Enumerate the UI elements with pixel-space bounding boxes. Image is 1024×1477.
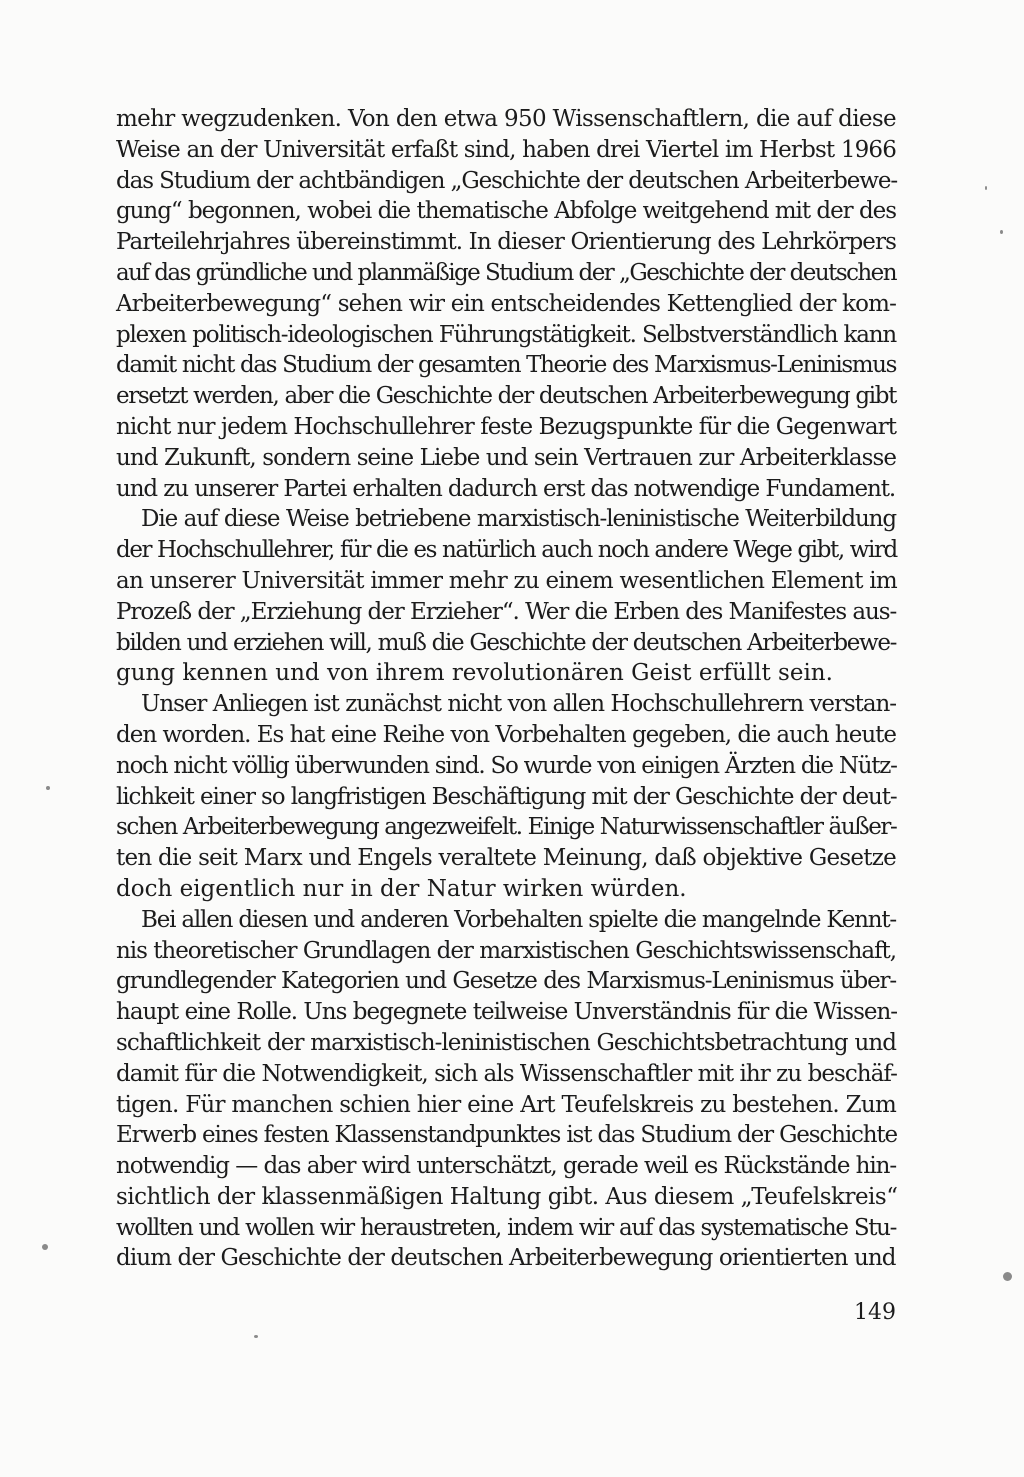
- text-line: tigen. Für manchen schien hier eine Art Teufelskreis zu bestehen. Zum: [116, 1091, 896, 1118]
- text-line: Weise an der Universität erfaßt sind, haben drei Viertel im Herbst 1966: [116, 136, 896, 163]
- text-line: noch nicht völlig überwunden sind. So wurde von einigen Ärzten die Nütz-: [116, 752, 897, 779]
- text-line: damit für die Notwendigkeit, sich als Wissenschaftler mit ihr zu beschäf-: [116, 1060, 897, 1087]
- page-number: 149: [854, 1300, 896, 1325]
- scan-speck: [42, 1244, 48, 1250]
- text-line: wollten und wollen wir heraustreten, indem wir auf das systematische Stu-: [116, 1214, 896, 1241]
- text-line: an unserer Universität immer mehr zu einem wesentlichen Element im: [116, 567, 897, 594]
- text-line: lichkeit einer so langfristigen Beschäftigung mit der Geschichte der deut-: [116, 783, 897, 810]
- text-line: schen Arbeiterbewegung angezweifelt. Einige Naturwissenschaftler äußer-: [116, 814, 897, 841]
- text-line: dium der Geschichte der deutschen Arbeiterbewegung orientierten und: [116, 1245, 896, 1272]
- scan-speck: [254, 1335, 258, 1338]
- text-line: nicht nur jedem Hochschullehrer feste Bezugspunkte für die Gegenwart: [116, 413, 896, 440]
- text-line: und Zukunft, sondern seine Liebe und sein Vertrauen zur Arbeiterklasse: [116, 444, 896, 471]
- scan-speck: [1000, 230, 1003, 234]
- text-line: und zu unserer Partei erhalten dadurch erst das notwendige Fundament.: [116, 475, 896, 502]
- text-line: Bei allen diesen und anderen Vorbehalten spielte die mangelnde Kennt-: [141, 906, 896, 933]
- scan-speck: [46, 786, 50, 790]
- text-line: das Studium der achtbändigen „Geschichte der deutschen Arbeiterbewe-: [116, 167, 898, 194]
- paragraph: [116, 905, 896, 1275]
- text-line: damit nicht das Studium der gesamten Theorie des Marxismus-Leninismus: [116, 352, 896, 379]
- text-line: sichtlich der klassenmäßigen Haltung gibt. Aus diesem „Teufelskreis“: [116, 1183, 898, 1210]
- text-line: Arbeiterbewegung“ sehen wir ein entscheidendes Kettenglied der kom-: [116, 290, 896, 317]
- paragraph: [116, 504, 896, 689]
- text-line: bilden und erziehen will, muß die Geschichte der deutschen Arbeiterbewe-: [116, 629, 896, 656]
- text-line: ten die seit Marx und Engels veraltete Meinung, daß objektive Gesetze: [116, 845, 896, 872]
- paragraph: [116, 689, 896, 905]
- text-line: notwendig — das aber wird unterschätzt, gerade weil es Rückstände hin-: [116, 1153, 896, 1180]
- body-text: [116, 104, 896, 1274]
- text-line: der Hochschullehrer, für die es natürlich auch noch andere Wege gibt, wird: [116, 537, 897, 564]
- text-line: schaftlichkeit der marxistisch-leninistischen Geschichtsbetrachtung und: [116, 1029, 896, 1056]
- text-line: mehr wegzudenken. Von den etwa 950 Wissenschaftlern, die auf diese: [116, 106, 896, 132]
- text-line: Prozeß der „Erziehung der Erzieher“. Wer die Erben des Manifestes aus-: [116, 598, 897, 625]
- text-line: haupt eine Rolle. Uns begegnete teilweise Unverständnis für die Wissen-: [116, 999, 898, 1026]
- text-line: gung kennen und von ihrem revolutionären Geist erfüllt sein.: [116, 660, 833, 687]
- text-line: plexen politisch-ideologischen Führungstätigkeit. Selbstverständlich kann: [116, 321, 896, 348]
- text-line: Die auf diese Weise betriebene marxistisch-leninistische Weiterbildung: [141, 506, 896, 533]
- text-line: doch eigentlich nur in der Natur wirken würden.: [116, 875, 687, 902]
- scan-speck: [985, 186, 987, 190]
- text-line: Parteilehrjahres übereinstimmt. In dieser Orientierung des Lehrkörpers: [116, 229, 896, 256]
- text-line: auf das gründliche und planmäßige Studium der „Geschichte der deutschen: [116, 259, 896, 286]
- text-line: den worden. Es hat eine Reihe von Vorbehalten gegeben, die auch heute: [116, 721, 897, 748]
- text-line: Unser Anliegen ist zunächst nicht von allen Hochschullehrern verstan-: [141, 691, 896, 718]
- scan-speck: [1003, 1272, 1012, 1281]
- text-line: Erwerb eines festen Klassenstandpunktes ist das Studium der Geschichte: [116, 1122, 897, 1149]
- text-line: grundlegender Kategorien und Gesetze des Marxismus-Leninismus über-: [116, 968, 896, 995]
- text-line: gung“ begonnen, wobei die thematische Abfolge weitgehend mit der des: [116, 198, 896, 225]
- text-line: nis theoretischer Grundlagen der marxistischen Geschichtswissenschaft,: [116, 937, 896, 964]
- paragraph: [116, 104, 896, 504]
- text-line: ersetzt werden, aber die Geschichte der deutschen Arbeiterbewegung gibt: [116, 383, 896, 410]
